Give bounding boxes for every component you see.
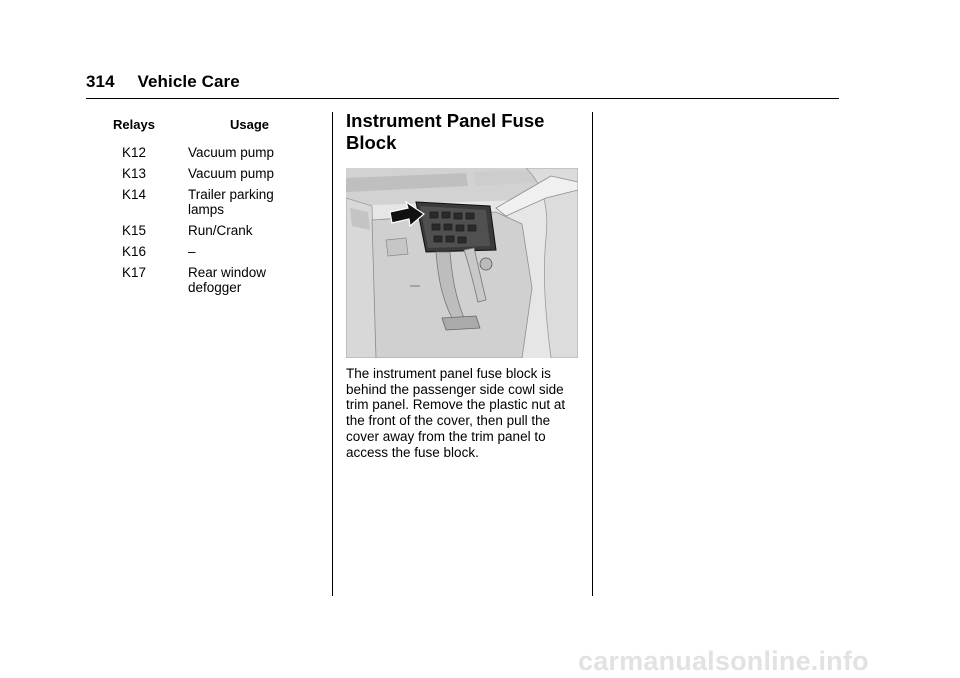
relay-usage: Vacuum pump <box>188 145 275 160</box>
body-text: The instrument panel fuse block is behind the passenger side cowl side trim panel. Remove the plastic nut at the front of the cover, then pull the cover away from the trim panel to access the fuse block. <box>346 366 566 460</box>
page-number: 314 <box>86 72 115 91</box>
watermark: carmanualsonline.info <box>578 646 869 676</box>
table-row <box>106 244 306 259</box>
table-row <box>106 145 306 160</box>
column-divider-right <box>592 112 593 596</box>
relay-table <box>106 117 306 295</box>
relay-id: K16 <box>122 244 147 259</box>
page-header <box>86 72 240 92</box>
table-row <box>106 187 306 217</box>
section-title: Instrument Panel Fuse Block <box>346 110 545 153</box>
relay-id: K13 <box>122 166 147 181</box>
relay-usage: Vacuum pump <box>188 166 275 181</box>
fuse-block-illustration-icon <box>346 168 578 358</box>
section-name: Vehicle Care <box>137 72 240 91</box>
relay-id: K14 <box>122 187 147 202</box>
header-rule <box>86 98 839 99</box>
relay-usage: – <box>188 244 196 259</box>
table-row <box>106 166 306 181</box>
relay-id: K12 <box>122 145 147 160</box>
relay-id: K17 <box>122 265 147 280</box>
table-row <box>106 223 306 238</box>
column-header-usage: Usage <box>230 117 270 132</box>
relay-id: K15 <box>122 223 147 238</box>
table-row <box>106 265 306 295</box>
column-header-relays: Relays <box>113 117 155 132</box>
relay-usage: Run/Crank <box>188 223 253 238</box>
relay-usage: Rear window defogger <box>188 265 267 295</box>
relay-usage: Trailer parking lamps <box>188 187 274 217</box>
relay-table-header <box>106 117 306 139</box>
column-divider-left <box>332 112 333 596</box>
fuse-block-illustration <box>346 168 578 358</box>
